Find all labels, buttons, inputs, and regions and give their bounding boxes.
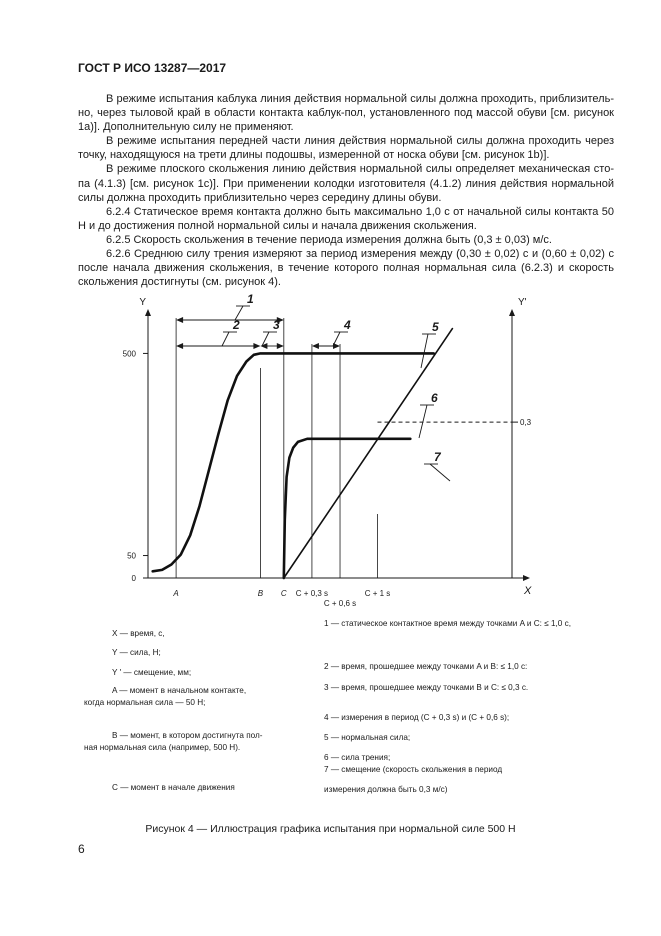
callout-label: 2 <box>233 318 240 332</box>
callout-label: 5 <box>432 320 439 334</box>
callout-leader <box>419 405 427 438</box>
legend-entry: B — момент, в котором достигнута полная нормальная сила (например, 500 Н). <box>84 731 263 752</box>
x-tick-label: C + 1 s <box>364 589 391 598</box>
callout-label: 6 <box>431 391 438 405</box>
y-axis-arrow <box>145 309 151 316</box>
x-tick-label: C + 0,3 s <box>295 589 329 598</box>
callout-leader <box>333 332 340 346</box>
legend-entry: 5 — нормальная сила; <box>324 733 411 742</box>
paragraph: В режиме испытания каблука линия действия нормальной силы должна проходить, приблизительно, через тыловой край в области контакта каблук-пол, установленного под массой обуви [см. рисунок 1a)]. Дополнительную силу не применяют. <box>78 93 614 134</box>
y2-axis-arrow <box>509 309 515 316</box>
figure-caption: Рисунок 4 — Иллюстрация графика испытания при нормальной силе 500 Н <box>145 823 516 835</box>
x-axis-label: X <box>524 585 532 597</box>
series-7-line <box>284 329 453 578</box>
dimension-2-arrow-right <box>253 343 260 349</box>
legend-entry: C — момент в начале движения <box>112 783 235 792</box>
callout-leader <box>430 464 450 481</box>
x-tick-label: C + 0,6 s <box>323 599 357 608</box>
legend-entry: 4 — измерения в период (C + 0,3 s) и (C + 0,6 s); <box>324 713 510 722</box>
legend-entry: 6 — сила трения; <box>324 753 391 762</box>
legend-entry: X — время, с, <box>112 629 165 638</box>
legend-entry: 2 — время, прошедшее между точками A и B: ≤ 1,0 с: <box>324 662 528 671</box>
legend-entry: Y ' — смещение, мм; <box>112 668 192 677</box>
dimension-1-arrow-left <box>176 317 183 323</box>
paragraph: В режиме испытания передней части линия действия нормальной силы должна проходить через точку, находящуюся на трети длины подошвы, измеренной от носка обуви [см. рисунок 1b)]. <box>78 135 614 162</box>
legend-entry: Y — сила, Н; <box>112 648 161 657</box>
legend-entry: 1 — статическое контактное время между точками A и C: ≤ 1,0 с, <box>324 619 571 628</box>
callout-leader <box>421 334 428 368</box>
document-header: ГОСТ Р ИСО 13287—2017 <box>78 61 227 75</box>
dimension-2-arrow-left <box>176 343 183 349</box>
legend-entry: 3 — время, прошедшее между точками B и C: ≤ 0,3 с. <box>324 683 529 692</box>
paragraph: 6.2.5 Скорость скольжения в течение периода измерения должна быть (0,3 ± 0,03) м/с. <box>106 233 552 246</box>
y2-tick-label: 0,3 <box>520 418 532 428</box>
x-axis-arrow <box>523 575 530 581</box>
callout-label: 4 <box>344 318 351 332</box>
dimension-3-arrow-right <box>277 343 284 349</box>
y-tick-label: 50 <box>127 551 136 561</box>
page-number: 6 <box>78 842 85 856</box>
legend-entry: измерения должна быть 0,3 м/с) <box>324 785 448 794</box>
paragraph: В режиме плоского скольжения линию действия нормальной силы определяет механическая стопа (4.1.3) [см. рисунок 1c)]. При применении колодки изготовителя (4.1.2) линия действия нормальной силы должна проходить приблизительно через середину длины обуви. <box>78 163 614 204</box>
series-5-line <box>153 353 434 571</box>
legend-entry: A — момент в начальном контакте, когда нормальная сила — 50 Н; <box>84 686 247 707</box>
x-tick-label: C <box>280 589 287 598</box>
callout-leader <box>222 332 229 346</box>
dimension-4-arrow-left <box>312 343 319 349</box>
callout-label: 7 <box>434 450 441 464</box>
x-tick-label: B <box>257 589 264 598</box>
callout-label: 3 <box>273 318 280 332</box>
callout-label: 1 <box>247 292 254 306</box>
y-tick-label: 500 <box>122 349 136 359</box>
dimension-3-arrow-left <box>260 343 267 349</box>
y2-axis-label: Y' <box>518 297 527 308</box>
y-axis-label: Y <box>139 297 146 308</box>
x-tick-label: A <box>173 589 179 598</box>
legend-entry: 7 — смещение (скорость скольжения в период <box>324 765 503 774</box>
paragraph: 6.2.6 Среднюю силу трения измеряют за период измерения между (0,30 ± 0,02) с и (0,60 ± 0,02) с после начала движения скольжения, в течение которого полная нормальная сила (6.2.3) и скорость скольжения достигнуты (см. рисунок 4). <box>78 248 614 289</box>
series-6-line <box>284 439 411 578</box>
paragraph: 6.2.4 Статическое время контакта должно быть максимально 1,0 с от начальной силы контакта 50 Н и до достижения полной нормальной силы и начала движения скольжения. <box>78 205 614 232</box>
y-tick-label: 0 <box>131 574 136 583</box>
